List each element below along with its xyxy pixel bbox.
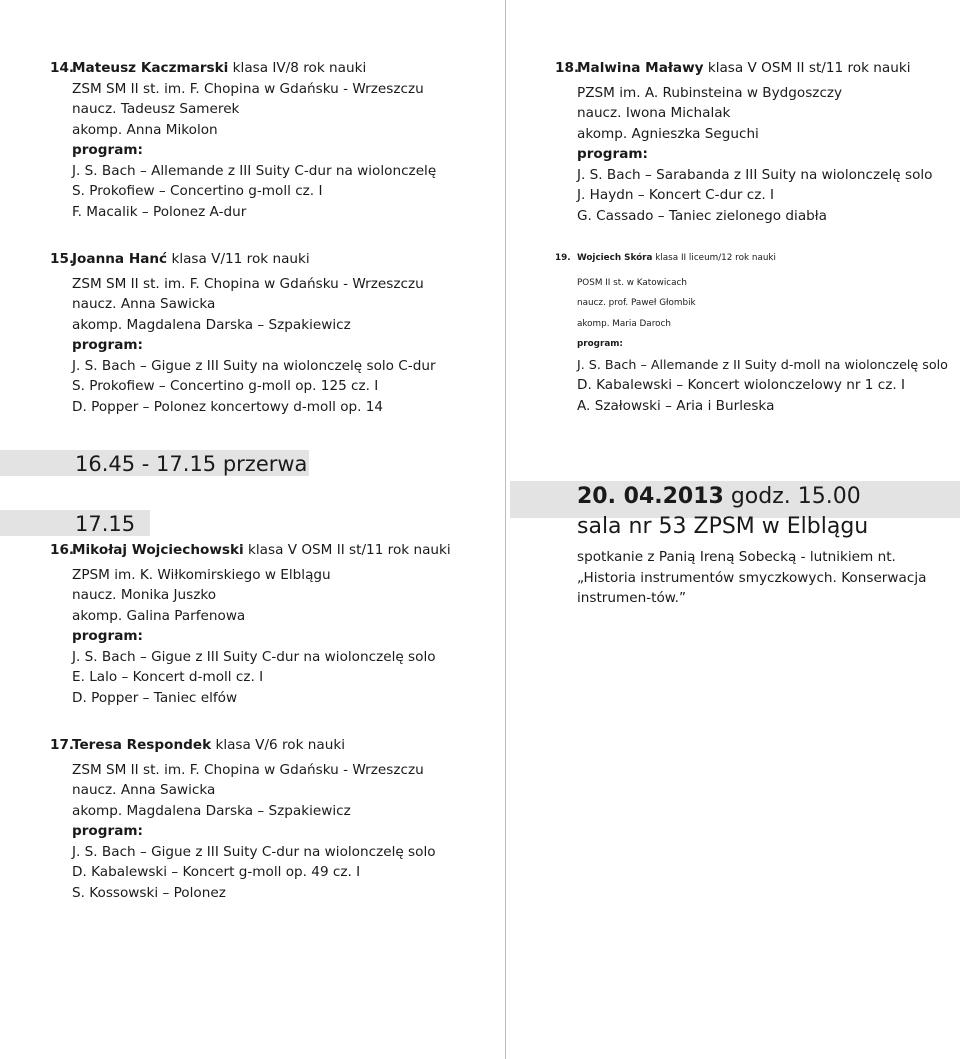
school: PZSM im. A. Rubinsteina w Bydgoszczy: [577, 84, 843, 101]
performer-class: klasa V/11 rok nauki: [167, 251, 310, 267]
performer-name: Teresa Respondek: [72, 737, 212, 753]
program-item: J. S. Bach – Gigue z III Suity C-dur na wiolonczelę solo: [72, 648, 436, 665]
teacher: naucz. Anna Sawicka: [72, 296, 216, 312]
break-time: 16.45 - 17.15 przerwa: [75, 452, 308, 476]
entry-14: [50, 58, 436, 222]
entry-15: [50, 249, 436, 417]
accompanist: akomp. Galina Parfenowa: [72, 607, 246, 624]
teacher: naucz. Iwona Michalak: [577, 105, 731, 121]
entry-18: [555, 58, 932, 226]
school: ZPSM im. K. Wiłkomirskiego w Elblągu: [72, 566, 331, 583]
program-item: F. Macalik – Polonez A-dur: [72, 203, 247, 220]
entry-header: [555, 248, 948, 269]
entry-number: 17.: [50, 737, 75, 753]
event-time: godz. 15.00: [723, 484, 861, 509]
program-item: G. Cassado – Taniec zielonego diabła: [577, 207, 827, 224]
entry-number: 16.: [50, 542, 75, 558]
entry-body: [555, 83, 932, 227]
entry-header: [50, 540, 451, 561]
program-item: E. Lalo – Koncert d-moll cz. I: [72, 669, 264, 685]
entry-19: [555, 248, 948, 416]
entry-body: [50, 565, 451, 709]
program-item: S. Prokofiew – Concertino g-moll cz. I: [72, 183, 323, 199]
entry-header: [555, 58, 932, 79]
program-item: D. Popper – Polonez koncertowy d-moll op. 14: [72, 398, 384, 415]
performer-name: Mikołaj Wojciechowski: [72, 542, 244, 558]
school: ZSM SM II st. im. F. Chopina w Gdańsku - Wrzeszczu: [72, 275, 424, 292]
performer-class: klasa II liceum/12 rok nauki: [652, 253, 776, 263]
event-date-day: 20. 04.2013: [577, 484, 724, 509]
accompanist: akomp. Magdalena Darska – Szpakiewicz: [72, 802, 351, 819]
event-description: spotkanie z Panią Ireną Sobecką - lutnikiem nt. „Historia instrumentów smyczkowych. Konserwacja instrumen-tów.”: [577, 549, 927, 606]
performer-class: klasa V OSM II st/11 rok nauki: [703, 60, 911, 76]
teacher: naucz. Monika Juszko: [72, 587, 217, 603]
school: ZSM SM II st. im. F. Chopina w Gdańsku - Wrzeszczu: [72, 80, 424, 97]
accompanist: akomp. Magdalena Darska – Szpakiewicz: [72, 316, 351, 333]
event-venue: sala nr 53 ZPSM w Elblągu: [577, 514, 869, 539]
program-item: D. Popper – Taniec elfów: [72, 689, 238, 706]
program-item: J. S. Bach – Gigue z III Suity C-dur na wiolonczelę solo: [72, 843, 436, 860]
entry-17: [50, 735, 436, 903]
program-item: S. Prokofiew – Concertino g-moll op. 125 cz. I: [72, 378, 379, 394]
program-label: program:: [72, 337, 143, 353]
entry-header: [50, 735, 436, 756]
entry-number: 19.: [555, 253, 571, 263]
teacher: naucz. prof. Paweł Głombik: [577, 298, 696, 308]
performer-name: Wojciech Skóra: [577, 253, 653, 263]
program-label: program:: [72, 823, 143, 839]
program-label: program:: [577, 339, 623, 349]
entry-body: [555, 273, 948, 417]
program-item: J. Haydn – Koncert C-dur cz. I: [577, 187, 774, 203]
event-date: [577, 482, 952, 512]
program-item: A. Szałowski – Aria i Burleska: [577, 397, 775, 414]
performer-name: Mateusz Kaczmarski: [72, 60, 229, 76]
performer-class: klasa V/6 rok nauki: [211, 737, 346, 753]
entry-number: 18.: [555, 60, 580, 76]
program-item: S. Kossowski – Polonez: [72, 884, 226, 901]
program-label: program:: [72, 142, 143, 158]
entry-header: [50, 58, 436, 79]
school: ZSM SM II st. im. F. Chopina w Gdańsku - Wrzeszczu: [72, 761, 424, 778]
program-label: program:: [72, 628, 143, 644]
entry-header: [50, 249, 436, 270]
performer-class: klasa IV/8 rok nauki: [228, 60, 367, 76]
program-item: J. S. Bach – Sarabanda z III Suity na wiolonczelę solo: [577, 166, 933, 183]
entry-number: 14.: [50, 60, 75, 76]
entry-body: [50, 274, 436, 418]
entry-16: [50, 540, 451, 708]
performer-name: Joanna Hanć: [72, 251, 168, 267]
teacher: naucz. Anna Sawicka: [72, 782, 216, 798]
resume-time: 17.15: [75, 512, 136, 536]
program-item: J. S. Bach – Gigue z III Suity na wiolonczelę solo C-dur: [72, 357, 436, 374]
event-block: [577, 482, 952, 609]
school: POSM II st. w Katowicach: [577, 277, 687, 288]
accompanist: akomp. Anna Mikolon: [72, 121, 218, 138]
resume-time-bar: [0, 510, 150, 536]
accompanist: akomp. Maria Daroch: [577, 318, 671, 329]
performer-name: Malwina Maławy: [577, 60, 704, 76]
entry-body: [50, 760, 436, 904]
break-time-bar: [0, 450, 309, 476]
entry-body: [50, 79, 436, 223]
program-item: J. S. Bach – Allemande z III Suity C-dur na wiolonczelę: [72, 162, 437, 179]
program-label: program:: [577, 146, 648, 162]
column-divider: [505, 0, 506, 1059]
accompanist: akomp. Agnieszka Seguchi: [577, 125, 759, 142]
entry-number: 15.: [50, 251, 75, 267]
program-item: J. S. Bach – Allemande z II Suity d-moll na wiolonczelę solo: [577, 356, 948, 372]
program-item: D. Kabalewski – Koncert g-moll op. 49 cz. I: [72, 864, 361, 880]
teacher: naucz. Tadeusz Samerek: [72, 101, 240, 117]
program-item: D. Kabalewski – Koncert wiolonczelowy nr 1 cz. I: [577, 377, 905, 393]
performer-class: klasa V OSM II st/11 rok nauki: [243, 542, 451, 558]
